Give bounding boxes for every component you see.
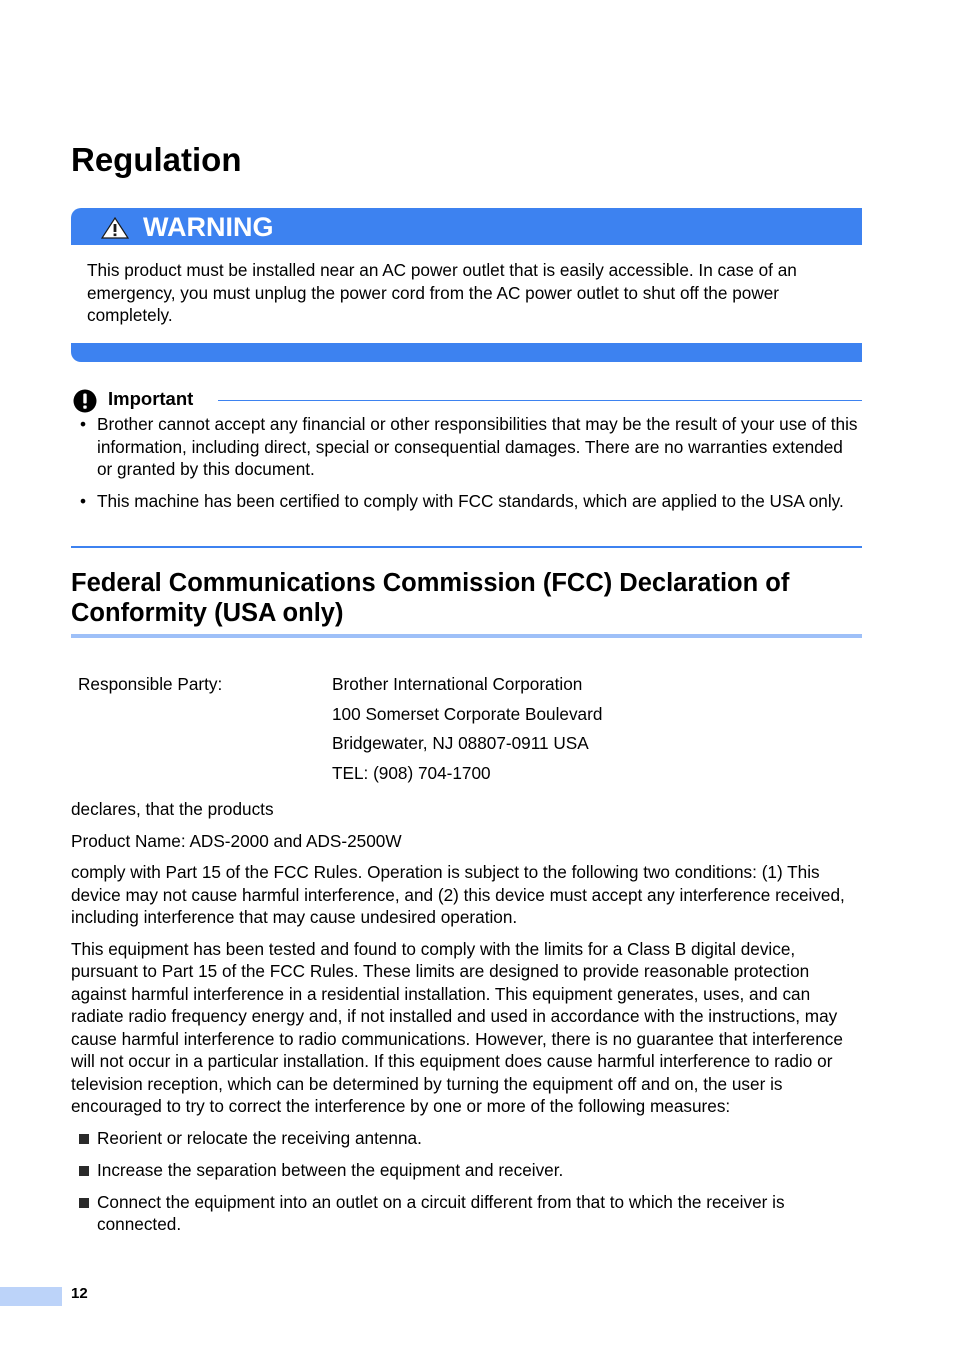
comply-text: comply with Part 15 of the FCC Rules. Operation is subject to the following two conditions: (1) This device may not cause harmful interference, and (2) this device must accept any interference received, including interference that may cause undesired operation. [71, 862, 845, 927]
warning-text: This product must be installed near an AC power outlet that is easily accessible. In case of an emergency, you must unplug the power cord from the AC power outlet to shut off the power completely. [87, 260, 797, 325]
fcc-section-heading: Federal Communications Commission (FCC) Declaration of Conformity (USA only) [71, 569, 790, 627]
measure-text: Connect the equipment into an outlet on a circuit different from that to which the receiver is connected. [97, 1191, 785, 1234]
section-heading-underline [71, 634, 862, 638]
exclamation-circle-icon [73, 389, 97, 413]
address-line: 100 Somerset Corporate Boulevard [332, 703, 603, 724]
important-label: Important [108, 388, 194, 409]
important-item-text: Brother cannot accept any financial or other responsibilities that may be the result of your use of this information, including direct, special or consequential damages. There are no warranties extended or granted by this document. [97, 414, 858, 479]
page-tab-marker [0, 1287, 62, 1306]
important-item-text: This machine has been certified to comply with FCC standards, which are applied to the USA only. [97, 490, 844, 511]
declares-text: declares, that the products [71, 799, 274, 819]
square-bullet-icon [79, 1134, 89, 1144]
responsible-party-label: Responsible Party: [78, 674, 223, 694]
list-item [71, 1159, 862, 1182]
important-end-divider [71, 546, 862, 548]
page-number: 12 [71, 1285, 88, 1302]
measure-text: Reorient or relocate the receiving antenna. [97, 1127, 422, 1148]
bullet: • [80, 490, 87, 511]
bullet: • [80, 414, 87, 434]
important-list [71, 413, 862, 521]
warning-footer-bar [71, 343, 862, 362]
list-item [71, 413, 862, 481]
list-item [71, 1191, 862, 1236]
fcc-body [71, 798, 862, 1245]
page-title: Regulation [71, 141, 242, 178]
warning-triangle-icon [101, 217, 129, 239]
warning-banner [71, 208, 862, 245]
address-line: TEL: (908) 704-1700 [332, 762, 491, 783]
important-divider [218, 400, 862, 401]
list-item [71, 490, 862, 513]
address-line: Bridgewater, NJ 08807-0911 USA [332, 733, 589, 753]
responsible-party-address [332, 673, 602, 791]
square-bullet-icon [79, 1166, 89, 1176]
measure-text: Increase the separation between the equipment and receiver. [97, 1159, 564, 1180]
list-item [71, 1127, 862, 1150]
product-name-text: Product Name: ADS-2000 and ADS-2500W [71, 830, 402, 851]
square-bullet-icon [79, 1198, 89, 1208]
measures-list [71, 1127, 862, 1236]
address-line: Brother International Corporation [332, 674, 583, 694]
warning-label: WARNING [143, 212, 274, 242]
tested-text: This equipment has been tested and found to comply with the limits for a Class B digital device, pursuant to Part 15 of the FCC Rules. These limits are designed to provide reasonable protection against harmful interference in a residential installation. This equipment generates, uses, and can radiate radio frequency energy and, if not installed and used in accordance with the instructions, may cause harmful interference to radio communications. However, there is no guarantee that interference will not occur in a particular installation. If this equipment does cause harmful interference to radio or television reception, which can be determined by turning the equipment off and on, the user is encouraged to try to correct the interference by one or more of the following measures: [71, 938, 843, 1116]
